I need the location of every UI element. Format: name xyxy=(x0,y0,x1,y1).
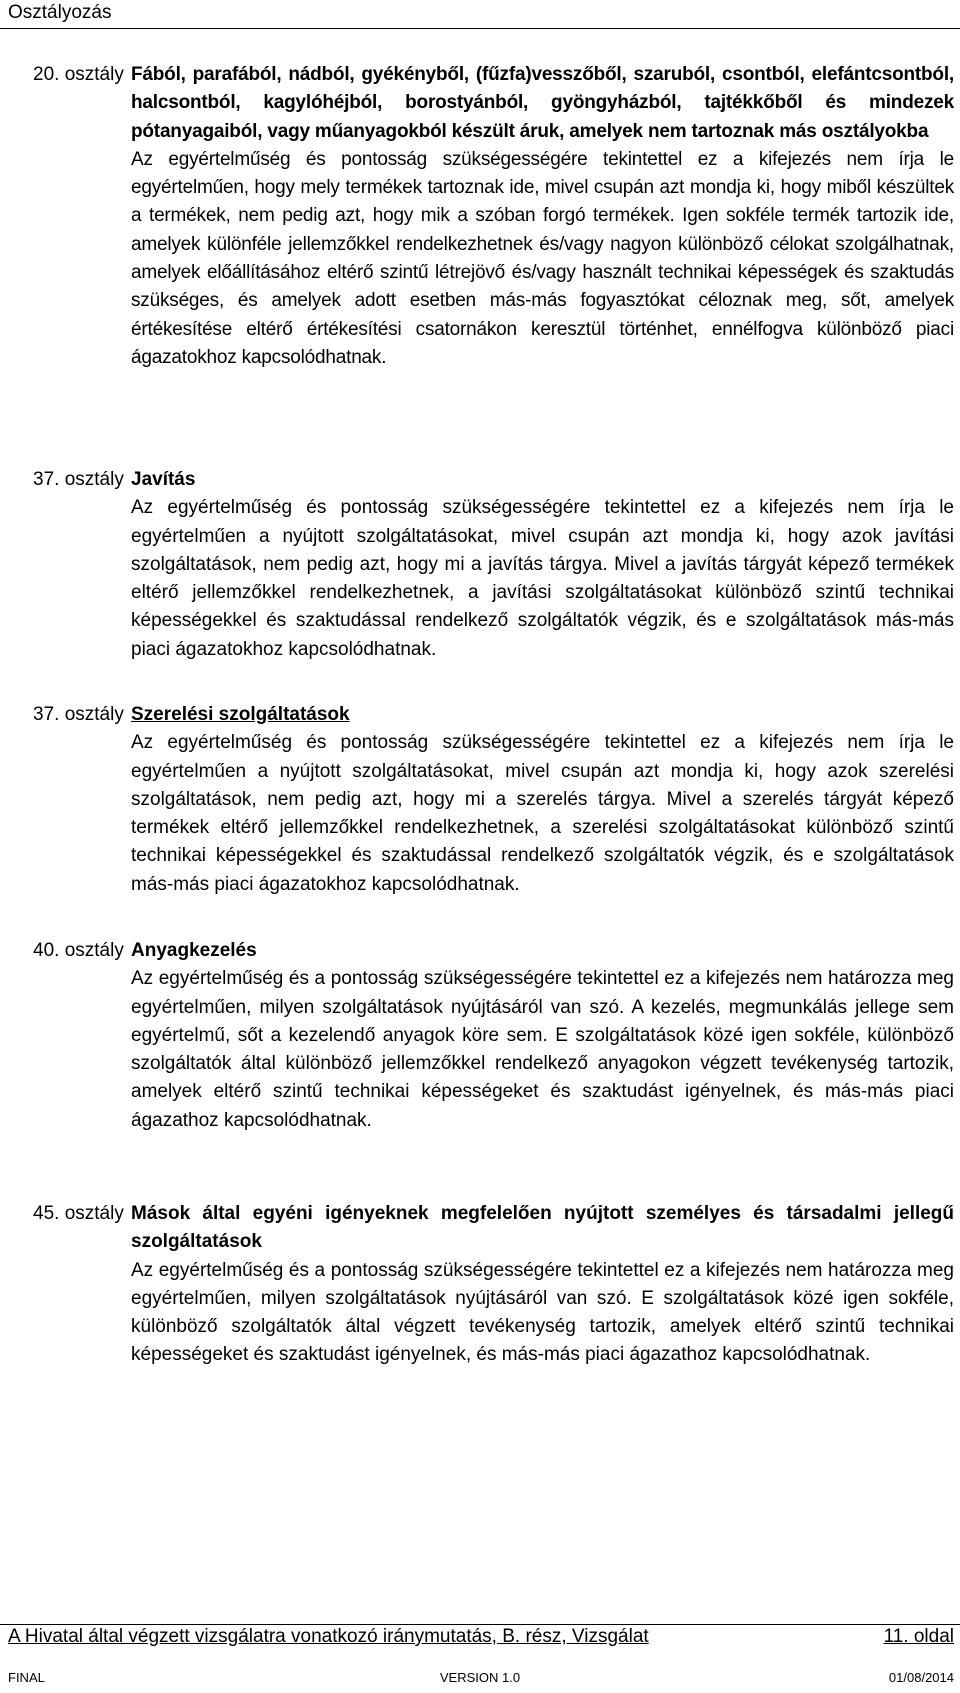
class-entry-description: Az egyértelműség és a pontosság szükségességére tekintettel ez a kifejezés nem határozza meg egyértelműen, milyen szolgáltatások nyújtásáról van szó. A kezelés, megmunkálás jellege sem egyértelmű, sőt a kezelendő anyagok köre sem. E szolgáltatások közé igen sokféle, különböző szolgáltatók által különböző jellemzőkkel rendelkező anyagokon végzett tevékenység tartozik, amelyek eltérő szintű technikai képességeket és szaktudást igényelnek, és más-más piaci ágazathoz kapcsolódhatnak. xyxy=(131,968,954,1131)
class-entry-title: Szerelési szolgáltatások xyxy=(131,704,350,725)
class-entry-body xyxy=(131,937,954,1135)
class-entry-description: Az egyértelműség és pontosság szükségességére tekintettel ez a kifejezés nem írja le egyértelműen, hogy mely termékek tartoznak ide, mivel csupán azt mondja ki, hogy miből készültek a termékek, nem pedig azt, hogy mik a szóban forgó termékek. Igen sokféle termék tartozik ide, amelyek különféle jellemzőkkel rendelkezhetnek és/vagy nagyon különböző célokat szolgálhatnak, amelyek előállításához eltérő szintű létrejövő és/vagy használt technikai képességek és szaktudás szükséges, és amelyek adott esetben más-más fogyasztókat céloznak meg, sőt, amelyek értékesítése eltérő értékesítési csatornákon keresztül történhet, ennélfogva különböző piaci ágazatokhoz kapcsolódhatnak. xyxy=(131,148,954,368)
footer-page-number: 11. oldal xyxy=(883,1626,954,1647)
class-label: 20. osztály xyxy=(33,64,124,85)
class-entry-title: Mások által egyéni igényeknek megfelelően nyújtott személyes és társadalmi jellegű szolgáltatások xyxy=(131,1203,954,1253)
class-entry-description: Az egyértelműség és pontosság szükségességére tekintettel ez a kifejezés nem írja le egyértelműen a nyújtott szolgáltatásokat, mivel csupán azt mondja ki, hogy azok javítási szolgáltatások, nem pedig azt, hogy mi a javítás tárgya. Mivel a javítás tárgyát képező termékek eltérő jellemzőkkel rendelkezhetnek, a javítási szolgáltatásokat különböző szintű technikai képességekkel és szaktudással rendelkező szolgáltatók végzik, és e szolgáltatások más-más piaci ágazatokhoz kapcsolódhatnak. xyxy=(131,497,954,660)
footer-date: 01/08/2014 xyxy=(888,1670,954,1685)
class-entry-title: Anyagkezelés xyxy=(131,940,257,961)
footer-version: VERSION 1.0 xyxy=(439,1670,521,1685)
class-label: 40. osztály xyxy=(33,940,124,961)
class-entry-title: Fából, parafából, nádból, gyékényből, (fűzfa)vesszőből, szaruból, csontból, elefántcsontból, halcsontból, kagylóhéjból, borostyánból, gyöngyházból, tajtékkőből és mindezek pótanyagaiból, vagy műanyagokból készült áruk, amelyek nem tartoznak más osztályokba xyxy=(131,64,954,142)
header-divider xyxy=(0,28,960,29)
class-entry-description: Az egyértelműség és pontosság szükségességére tekintettel ez a kifejezés nem írja le egyértelműen a nyújtott szolgáltatásokat, mivel csupán azt mondja ki, hogy azok szerelési szolgáltatások, nem pedig azt, hogy mi a szerelés tárgya. Mivel a szerelés tárgyát képező termékek eltérő jellemzőkkel rendelkezhetnek, a szerelési szolgáltatásokat különböző szintű technikai képességekkel és szaktudással rendelkező szolgáltatók végzik, és e szolgáltatások más-más piaci ágazatokhoz kapcsolódhatnak. xyxy=(131,732,954,895)
footer-guide-title: A Hivatal által végzett vizsgálatra vonatkozó iránymutatás, B. rész, Vizsgálat xyxy=(8,1626,649,1647)
class-entry-description: Az egyértelműség és a pontosság szükségességére tekintettel ez a kifejezés nem határozza meg egyértelműen, milyen szolgáltatások nyújtásáról van szó. E szolgáltatások közé igen sokféle, különböző szolgáltatók által végzett tevékenység tartozik, amelyek eltérő szintű technikai képességeket és szaktudást igényelnek, és más-más piaci ágazathoz kapcsolódhatnak. xyxy=(131,1259,954,1366)
class-label: 37. osztály xyxy=(33,704,124,725)
class-entry-body xyxy=(131,701,954,899)
page-header-title: Osztályozás xyxy=(8,2,112,23)
class-entry-body xyxy=(131,1200,954,1370)
class-label: 37. osztály xyxy=(33,469,124,490)
class-label: 45. osztály xyxy=(33,1203,124,1224)
class-entry-body xyxy=(131,466,954,664)
class-entry-title: Javítás xyxy=(131,469,196,490)
class-entry-body xyxy=(131,61,954,372)
footer-status: FINAL xyxy=(8,1670,45,1685)
